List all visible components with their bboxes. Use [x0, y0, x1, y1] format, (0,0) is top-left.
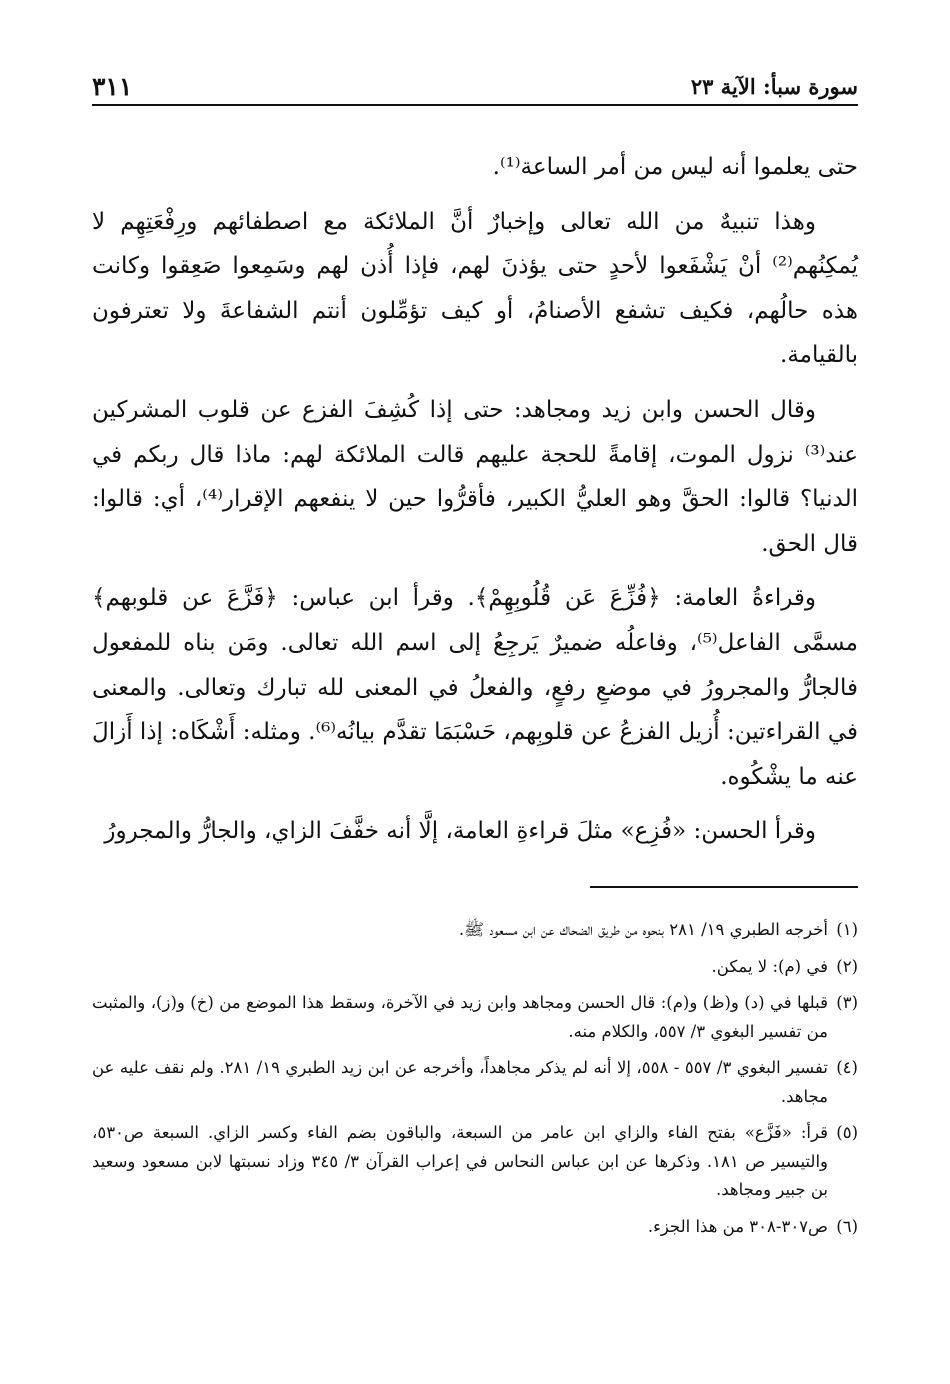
footnote — [92, 989, 858, 1046]
footnote-text: أخرجه الطبري ١٩/ ٢٨١ بنحوه من طريق الضحاك عن ابن مسعود ﷺ. — [458, 920, 828, 939]
running-header — [92, 70, 858, 108]
paragraph: وقال الحسن وابن زيد ومجاهد: حتى إذا كُشِفَ الفزع عن قلوب المشركين عند⁽³⁾ نزول الموت، إقامةً للحجة عليهم قالت الملائكة لهم: ماذا قال ربكم في الدنيا؟ قالوا: الحقَّ وهو العليُّ الكبير، فأقرُّوا حين لا ينفعهم الإقرار⁽⁴⁾، أي: قالوا: قال الحق. — [92, 396, 858, 557]
main-text — [92, 145, 858, 864]
paragraph: حتى يعلموا أنه ليس من أمر الساعة⁽¹⁾. — [492, 154, 858, 180]
footnote-number: (٢) — [836, 956, 858, 976]
paragraph: وقراءةُ العامة: ﴿فُزِّعَ عَن قُلُوبِهِمْ﴾. وقرأ ابن عباس: ﴿فَزَّعَ عن قلوبهم﴾ مسمَّى الفاعل⁽⁵⁾، وفاعلُه ضميرٌ يَرجِعُ إلى اسم الله تعالى. ومَن بناه للمفعول فالجارُّ والمجرورُ في موضعِ رفعٍ، والفعلُ في المعنى لله تبارك وتعالى. والمعنى في القراءتين: أُزيل الفزعُ عن قلوبِهم، حَسْبَمَا تقدَّم بيانُه⁽⁶⁾. ومثله: أَشْكَاه: إذا أَزالَ عنه ما يشْكُوه. — [92, 585, 858, 790]
paragraph: وهذا تنبيهٌ من الله تعالى وإخبارٌ أنَّ الملائكة مع اصطفائهم ورِفْعَتِهِم لا يُمكِنُهم⁽²⁾ أنْ يَشْفَعوا لأحدٍ حتى يؤذنَ لهم، فإذا أُذن لهم وسَمِعوا صَعِقوا وكانت هذه حالُهم، فكيف تشفع الأصنامُ، أو كيف تؤمِّلون أنتم الشفاعةَ ولا تعترفون بالقيامة. — [92, 208, 858, 369]
footnote-text: قبلها في (د) و(ظ) و(م): قال الحسن ومجاهد وابن زيد في الآخرة، وسقط هذا الموضع من (خ) و(ز)، والمثبت من تفسير البغوي ٣/ ٥٥٧، والكلام منه. — [92, 993, 828, 1041]
footnote — [92, 916, 858, 945]
footnote-rule — [590, 886, 858, 888]
page-number: ٣١١ — [92, 72, 133, 101]
footnote-number: (٥) — [836, 1123, 858, 1142]
footnote — [92, 1213, 858, 1242]
header-rule — [92, 104, 858, 106]
footnote — [92, 1054, 858, 1111]
footnote-number: (٦) — [836, 1216, 858, 1236]
footnote — [92, 953, 858, 982]
footnote-text: تفسير البغوي ٣/ ٥٥٧ - ٥٥٨، إلا أنه لم يذكر مجاهداً، وأخرجه عن ابن زيد الطبري ١٩/ ٢٨١. ولم نقف عليه عن مجاهد. — [92, 1058, 828, 1106]
footnote-number: (٤) — [836, 1058, 858, 1077]
footnote-text: قرأ: «فَزَّع» بفتح الفاء والزاي ابن عامر من السبعة، والباقون بضم الفاء وكسر الزاي. السبعة ص٥٣٠، والتيسير ص ١٨١. وذكرها عن ابن عباس النحاس في إعراب القرآن ٣/ ٣٤٥ وزاد نسبتها لابن مسعود وسعيد بن جبير ومجاهد. — [92, 1123, 828, 1199]
footnotes — [92, 916, 858, 1249]
header-title: سورة سبأ: الآية ٢٣ — [690, 74, 858, 99]
footnote-text: في (م): لا يمكن. — [711, 956, 828, 976]
footnote-text: ص٣٠٧-٣٠٨ من هذا الجزء. — [647, 1216, 828, 1236]
footnote — [92, 1119, 858, 1205]
paragraph: وقرأ الحسن: «فُزِع» مثلَ قراءةِ العامة، إلَّا أنه خفَّفَ الزاي، والجارُّ والمجرورُ — [104, 818, 816, 845]
footnote-number: (١) — [836, 920, 858, 939]
footnote-number: (٣) — [836, 993, 858, 1012]
